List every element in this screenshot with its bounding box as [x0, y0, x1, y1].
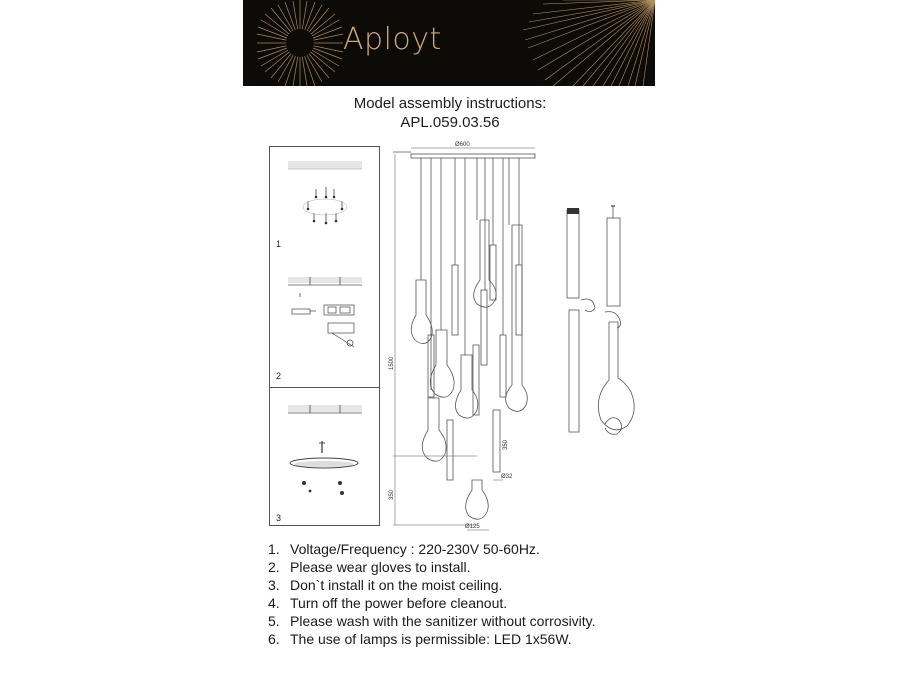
brand-logo-text: Aployt	[343, 22, 442, 57]
step-1-number: 1	[276, 239, 282, 249]
tube-diameter-dimension: Ø32	[501, 474, 513, 480]
list-item: 5. Please wash with the sanitizer without corrosivity.	[268, 613, 596, 629]
list-item: 4. Turn off the power before cleanout.	[268, 595, 508, 611]
title-line: Model assembly instructions:	[353, 95, 547, 112]
step-3-illustration	[270, 387, 379, 527]
sunburst-decoration	[243, 0, 655, 86]
step-1-illustration	[270, 147, 379, 387]
model-number: APL.059.03.56	[400, 114, 500, 131]
width-dimension: Ø600	[455, 142, 470, 148]
list-item: 3. Don`t install it on the moist ceiling.	[268, 577, 503, 593]
assembly-steps-panel	[269, 146, 380, 526]
instructions-list	[268, 540, 596, 648]
height-dimension: 1500	[389, 356, 395, 370]
step-3-number: 3	[276, 513, 282, 523]
pendant-length-dimension: 350	[503, 439, 509, 450]
drop-dimension: 350	[389, 489, 395, 500]
step-2-number: 2	[276, 371, 282, 381]
brand-banner	[243, 0, 655, 86]
pendant-detail-drawing	[555, 200, 645, 440]
page-title	[0, 94, 900, 132]
list-item: 1. Voltage/Frequency : 220-230V 50-60Hz.	[268, 541, 540, 557]
shade-diameter-dimension: Ø125	[465, 524, 480, 530]
list-item: 2. Please wear gloves to install.	[268, 559, 471, 575]
list-item: 6. The use of lamps is permissible: LED 1x56W.	[268, 631, 572, 647]
